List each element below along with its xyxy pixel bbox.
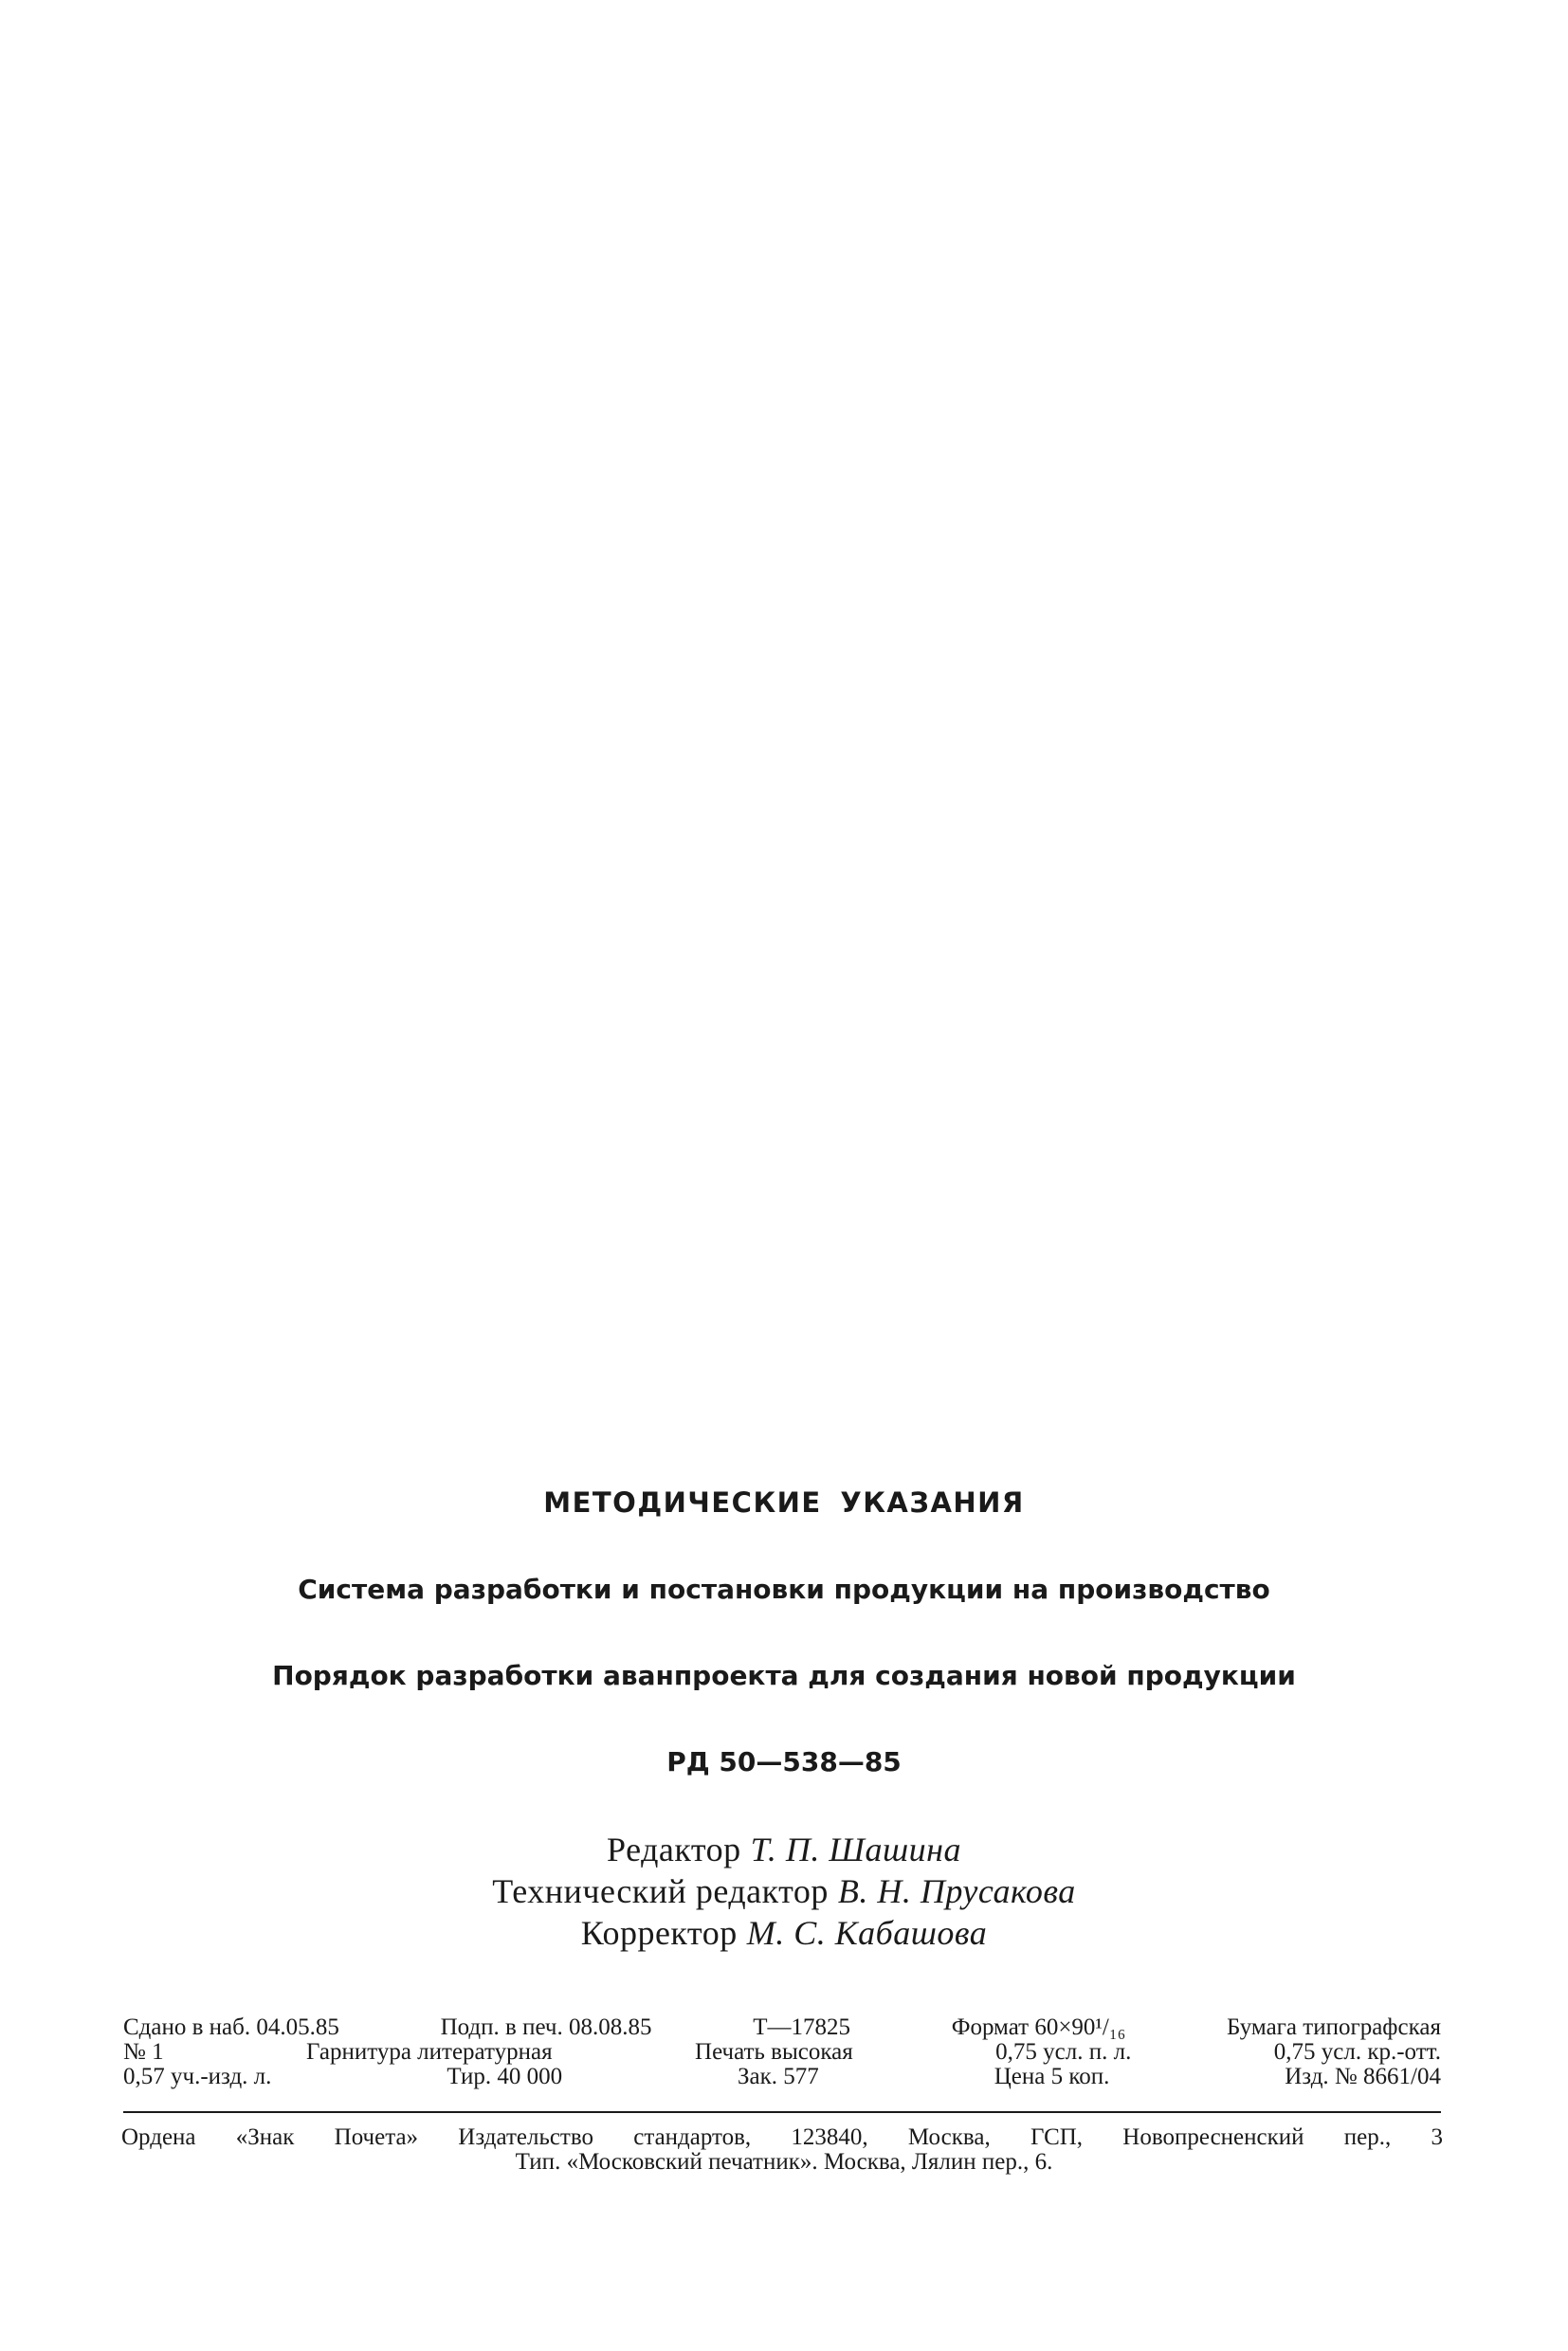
spec-item: Зак. 577 bbox=[738, 2064, 819, 2089]
credit-person: Т. П. Шашина bbox=[750, 1831, 961, 1868]
credit-editor bbox=[0, 1830, 1568, 1869]
document-code: РД 50—538—85 bbox=[666, 1746, 902, 1777]
publisher-imprint: Ордена «Знак Почета» Издательство стандартов, 123840, Москва, ГСП, Новопресненский пер., 3 bbox=[121, 2124, 1443, 2150]
credit-corrector bbox=[0, 1913, 1568, 1953]
spec-item: Формат 60×90¹/₁₆ bbox=[951, 2014, 1126, 2040]
credit-role: Редактор bbox=[607, 1831, 741, 1868]
divider-rule bbox=[123, 2111, 1441, 2113]
spec-item: Сдано в наб. 04.05.85 bbox=[123, 2014, 339, 2040]
spec-item: 0,57 уч.-изд. л. bbox=[123, 2064, 272, 2089]
spec-item: Цена 5 коп. bbox=[994, 2064, 1110, 2089]
spec-item: Подп. в печ. 08.08.85 bbox=[440, 2014, 652, 2040]
credit-person: М. С. Кабашова bbox=[746, 1914, 988, 1952]
spec-item: Тир. 40 000 bbox=[447, 2064, 563, 2089]
credit-technical-editor bbox=[0, 1871, 1568, 1911]
spec-item: 0,75 усл. п. л. bbox=[995, 2039, 1132, 2065]
spec-item: Т—17825 bbox=[753, 2014, 850, 2040]
system-heading: Система разработки и постановки продукции на производство bbox=[298, 1574, 1270, 1605]
print-specs-row bbox=[123, 2040, 1441, 2065]
spec-item: Печать высокая bbox=[695, 2039, 853, 2065]
print-specs-row bbox=[123, 2065, 1441, 2089]
printer-imprint: Тип. «Московский печатник». Москва, Лялин пер., 6. bbox=[515, 2149, 1053, 2175]
spec-item: Гарнитура литературная bbox=[306, 2039, 553, 2065]
spec-item: Изд. № 8661/04 bbox=[1285, 2064, 1441, 2089]
document-type-heading: МЕТОДИЧЕСКИЕ УКАЗАНИЯ bbox=[543, 1486, 1025, 1519]
credit-role: Технический редактор bbox=[492, 1872, 829, 1910]
spec-item: Бумага типографская bbox=[1227, 2014, 1441, 2040]
print-specs-block bbox=[123, 2015, 1441, 2089]
print-specs-row bbox=[123, 2015, 1441, 2040]
spec-item: № 1 bbox=[123, 2039, 164, 2065]
document-title: Порядок разработки аванпроекта для создания новой продукции bbox=[272, 1660, 1296, 1691]
credit-person: В. Н. Прусакова bbox=[837, 1872, 1076, 1910]
credit-role: Корректор bbox=[580, 1914, 738, 1952]
spec-item: 0,75 усл. кр.-отт. bbox=[1273, 2039, 1441, 2065]
